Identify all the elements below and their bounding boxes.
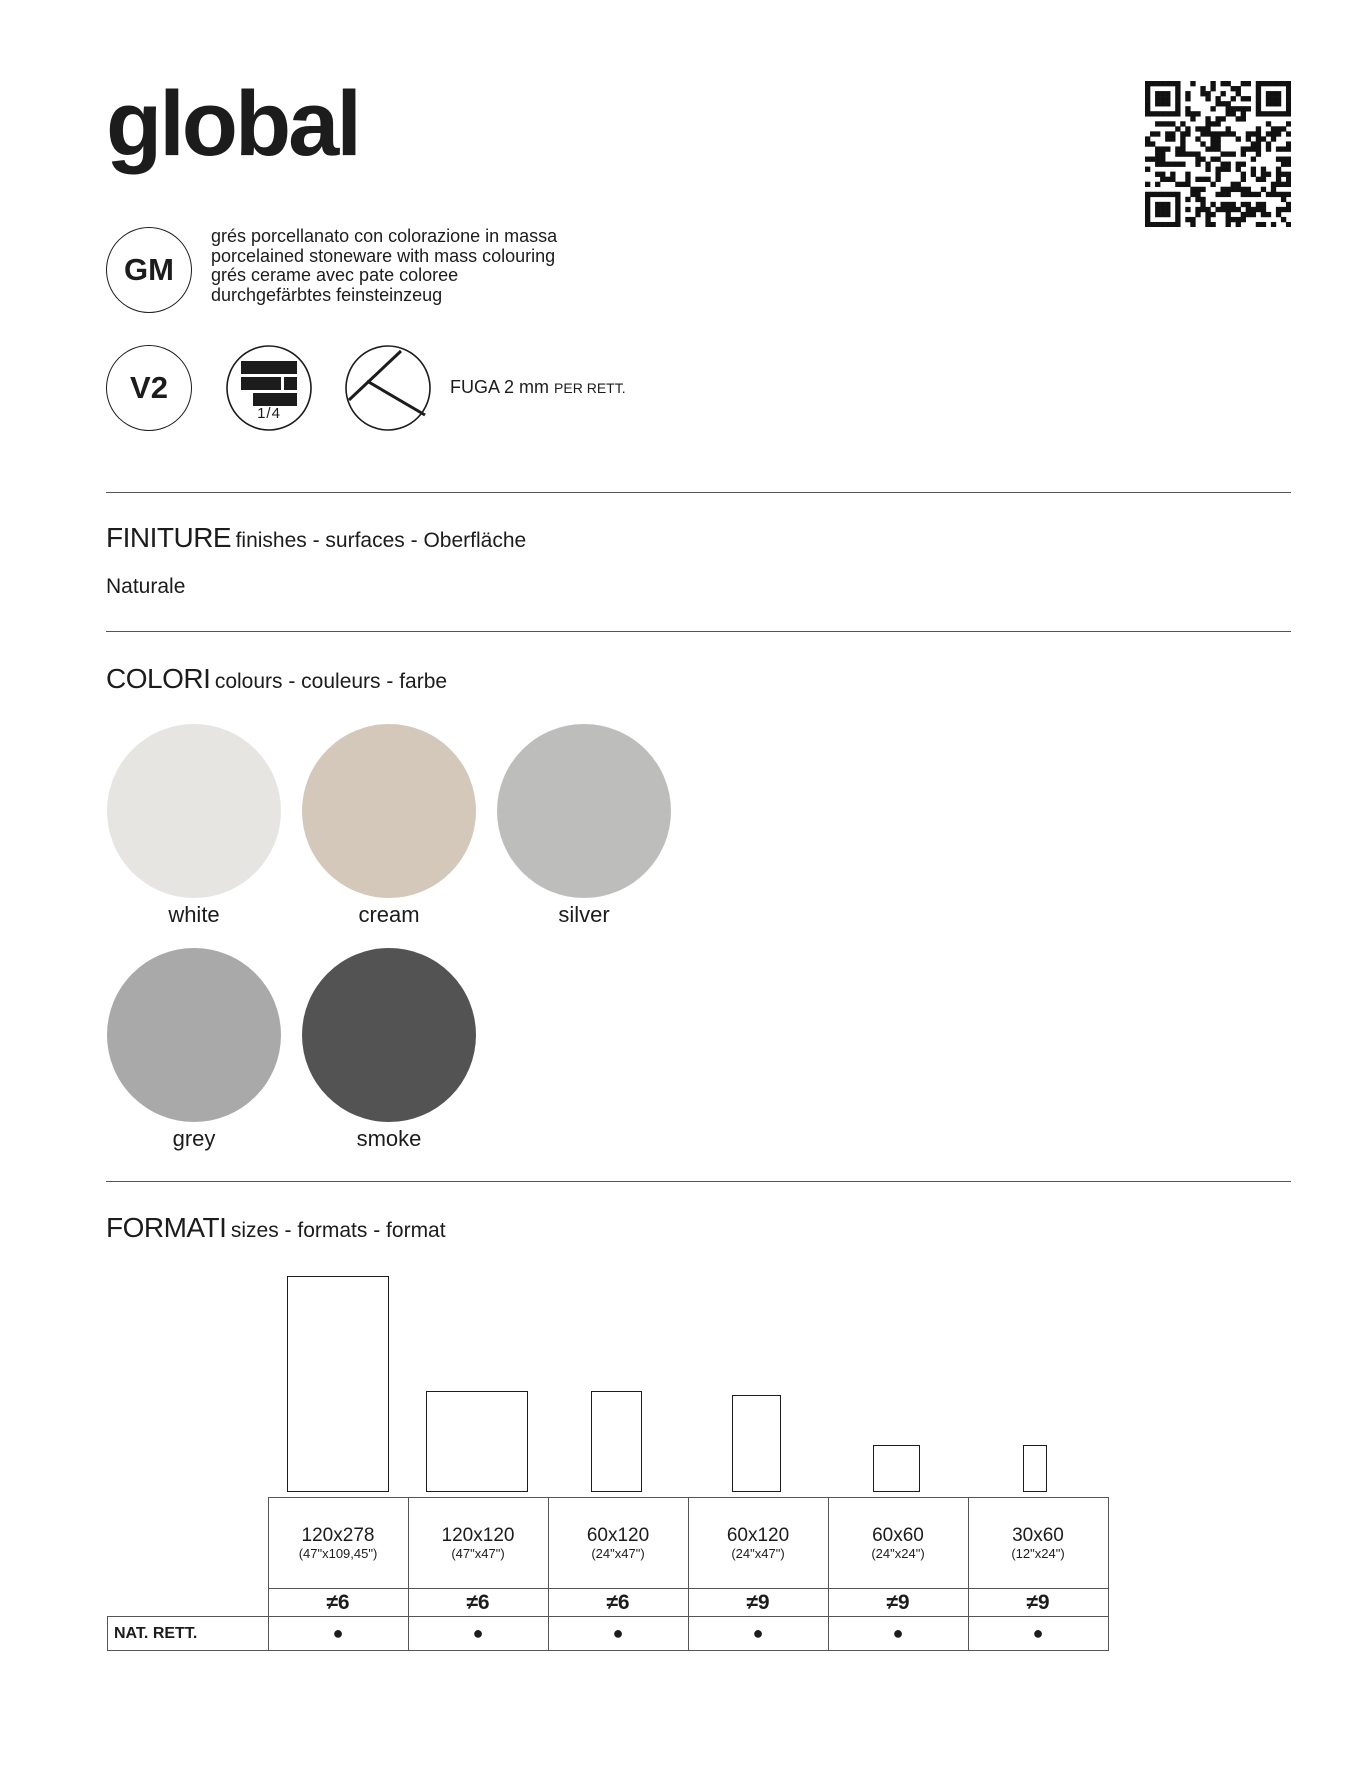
colour-disc <box>302 948 476 1122</box>
laying-pattern-icon <box>226 345 312 431</box>
joint-small: PER RETT. <box>554 380 626 396</box>
qr-code-icon[interactable] <box>1145 81 1291 227</box>
material-badge: GM <box>106 227 192 313</box>
finishes-title: FINITURE <box>106 522 232 553</box>
row-label: NAT. RETT. <box>108 1617 269 1651</box>
table-row <box>108 1617 1109 1651</box>
tile-outline-60x120 <box>732 1395 781 1492</box>
joint-icon <box>345 345 431 431</box>
colour-disc <box>107 948 281 1122</box>
table-row <box>108 1498 1109 1589</box>
colour-disc <box>107 724 281 898</box>
thickness-cell: ≠6 <box>548 1589 688 1617</box>
size-inch: (12"x24") <box>1011 1545 1065 1561</box>
availability-dot: ● <box>548 1617 688 1651</box>
colour-name: cream <box>358 902 420 927</box>
table-row <box>108 1589 1109 1617</box>
colour-swatch-white[interactable] <box>107 724 281 928</box>
desc-line-de: durchgefärbtes feinsteinzeug <box>211 284 443 305</box>
colours-subtitle: colours - couleurs - farbe <box>214 670 448 693</box>
colours-title: COLORI <box>106 663 211 694</box>
colour-name: silver <box>558 902 610 927</box>
divider <box>106 1181 1291 1182</box>
availability-dot: ● <box>688 1617 828 1651</box>
size-cell <box>828 1498 968 1589</box>
size-inch: (47"x47") <box>451 1545 505 1561</box>
formats-subtitle: sizes - formats - format <box>230 1219 446 1242</box>
tile-outline-30x60 <box>1023 1445 1047 1492</box>
material-description <box>211 227 557 305</box>
size-cell <box>268 1498 408 1589</box>
size-inch: (24"x24") <box>871 1545 925 1561</box>
size-cell <box>968 1498 1108 1589</box>
size-cell <box>688 1498 828 1589</box>
finish-item: Naturale <box>106 575 186 598</box>
availability-dot: ● <box>968 1617 1108 1651</box>
desc-line-it: grés porcellanato con colorazione in massa <box>211 226 558 246</box>
finishes-subtitle: finishes - surfaces - Oberfläche <box>235 529 527 552</box>
colour-name: white <box>168 902 220 927</box>
availability-dot: ● <box>268 1617 408 1651</box>
colour-swatch-silver[interactable] <box>497 724 671 928</box>
size-cm: 120x278 <box>301 1524 375 1546</box>
divider <box>106 631 1291 632</box>
size-cm: 120x120 <box>441 1524 515 1546</box>
availability-dot: ● <box>828 1617 968 1651</box>
size-cell <box>548 1498 688 1589</box>
formats-table <box>107 1497 1109 1651</box>
laying-pattern-label: 1/4 <box>257 405 281 422</box>
tile-outline-60x60 <box>873 1445 920 1492</box>
joint-label <box>450 377 626 398</box>
thickness-cell: ≠9 <box>688 1589 828 1617</box>
size-cell <box>408 1498 548 1589</box>
formats-title: FORMATI <box>106 1212 227 1243</box>
thickness-cell: ≠6 <box>408 1589 548 1617</box>
colour-swatch-grey[interactable] <box>107 948 281 1152</box>
size-inch: (24"x47") <box>591 1545 645 1561</box>
divider <box>106 492 1291 493</box>
colours-heading <box>106 663 447 695</box>
size-inch: (24"x47") <box>731 1545 785 1561</box>
joint-main: FUGA 2 mm <box>450 377 550 397</box>
formats-heading <box>106 1212 446 1244</box>
finishes-heading <box>106 522 526 554</box>
colour-name: smoke <box>356 1126 422 1151</box>
colour-name: grey <box>172 1126 216 1151</box>
thickness-cell: ≠6 <box>268 1589 408 1617</box>
desc-line-fr: grés cerame avec pate coloree <box>211 265 459 285</box>
desc-line-en: porcelained stoneware with mass colouring <box>211 245 556 266</box>
tile-outline-60x120 <box>591 1391 642 1492</box>
size-cm: 60x60 <box>872 1524 924 1546</box>
colour-swatch-smoke[interactable] <box>302 948 476 1152</box>
size-cm: 60x120 <box>586 1524 650 1546</box>
colour-disc <box>302 724 476 898</box>
variation-badge: V2 <box>106 345 192 431</box>
tile-outline-120x278 <box>287 1276 389 1492</box>
colour-disc <box>497 724 671 898</box>
tile-outline-120x120 <box>426 1391 528 1492</box>
size-cm: 60x120 <box>726 1524 790 1546</box>
thickness-cell: ≠9 <box>828 1589 968 1617</box>
size-cm: 30x60 <box>1012 1524 1064 1546</box>
thickness-cell: ≠9 <box>968 1589 1108 1617</box>
size-inch: (47"x109,45") <box>298 1545 378 1561</box>
product-title: global <box>106 73 359 175</box>
availability-dot: ● <box>408 1617 548 1651</box>
colour-swatch-cream[interactable] <box>302 724 476 928</box>
